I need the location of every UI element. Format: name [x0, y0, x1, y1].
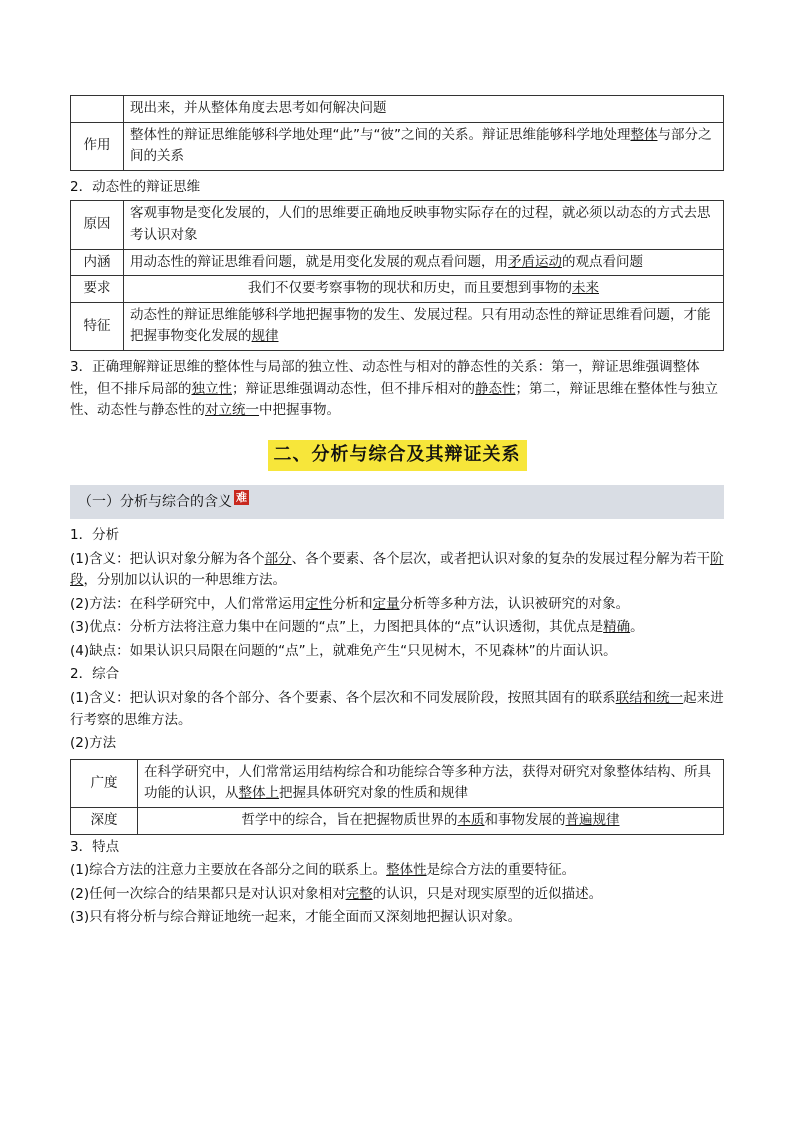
analysis-advantage [70, 617, 724, 639]
table-key-cell [71, 96, 124, 123]
para-text: ，分别加以认识的一种思维方法。 [83, 572, 286, 589]
table-row [71, 302, 724, 350]
para-text: ；辩证思维强调动态性，但不排斥相对的 [232, 380, 475, 397]
section-title [70, 440, 724, 471]
cell-text: 现出来，并从整体角度去思考如何解决问题 [130, 100, 387, 116]
underlined-term: 本质 [457, 812, 485, 829]
underlined-term: 阶段 [70, 550, 724, 589]
para-text: 。 [630, 619, 644, 636]
cell-text: 与部分之间的关系 [130, 126, 712, 165]
table-value-cell [124, 276, 724, 303]
underlined-term: 普遍规律 [565, 812, 620, 829]
heading-features: 3．特点 [70, 838, 120, 855]
heading-analysis: 1．分析 [70, 526, 120, 543]
synthesis-meaning [70, 688, 724, 731]
subsection-bar [70, 485, 724, 519]
para-text: 分析等多种方法，认识被研究的对象。 [399, 595, 630, 612]
underlined-term: 定性 [305, 595, 333, 612]
heading-synthesis: 2．综合 [70, 666, 120, 683]
paragraph-relation [70, 357, 724, 422]
para-text: 、各个要素、各个层次，或者把认识对象的复杂的发展过程分解为若干 [291, 550, 711, 567]
table-value-cell: 客观事物是变化发展的，人们的思维要正确地反映事物实际存在的过程，就必须以动态的方式去思考认识对象 [124, 201, 724, 249]
underlined-term: 完整 [345, 885, 373, 902]
table-key-cell: 要求 [71, 276, 124, 303]
underlined-term: 未来 [572, 280, 599, 297]
table-row [71, 276, 724, 303]
document-page [70, 95, 724, 931]
feature-2 [70, 884, 724, 906]
feature-3: (3)只有将分析与综合辩证地统一起来，才能全面而又深刻地把握认识对象。 [70, 909, 522, 926]
section-title-text: 二、分析与综合及其辩证关系 [268, 440, 527, 471]
cell-text: 整体性的辩证思维能够科学地处理“此”与“彼”之间的关系。辩证思维能够科学地处理 [130, 126, 631, 143]
table-value-cell [138, 808, 724, 835]
synthesis-method: (2)方法 [70, 735, 117, 752]
para-text: ；第二，辩证思维在整体性与独立性、动态性与静态性的 [70, 380, 718, 419]
underlined-term: 精确 [603, 619, 631, 636]
cell-text: 哲学中的综合，旨在把握物质世界的 [241, 812, 458, 829]
para-text: (1)含义：把认识对象分解为各个 [70, 550, 265, 567]
cell-text: 动态性的辩证思维能够科学地把握事物的发生、发展过程。只有用动态性的辩证思维看问题，才能把握事物变化发展的 [130, 306, 711, 345]
underlined-term: 静态性 [475, 380, 516, 397]
table-key-cell: 特征 [71, 302, 124, 350]
cell-text: 把握具体研究对象的性质和规律 [279, 785, 468, 802]
cell-text: 在科学研究中，人们常常运用结构综合和功能综合等多种方法，获得对研究对象整体结构、所具功能的认识，从 [144, 763, 711, 802]
cell-text: 和事物发展的 [484, 812, 566, 829]
table-value-cell [124, 96, 724, 123]
underlined-term: 矛盾运动 [508, 253, 562, 270]
para-text: 中把握事物。 [259, 402, 340, 419]
heading-dynamic: 2．动态性的辩证思维 [70, 178, 201, 195]
para-text: (2)任何一次综合的结果都只是对认识对象相对 [70, 885, 346, 902]
table-value-cell [124, 302, 724, 350]
para-text: 分析和 [332, 595, 373, 612]
table-row [71, 759, 724, 807]
underlined-term: 整体性 [386, 862, 427, 879]
analysis-method [70, 594, 724, 616]
cell-text: 用动态性的辩证思维看问题，就是用变化发展的观点看问题，用 [130, 253, 508, 270]
table-row [71, 96, 724, 123]
feature-1 [70, 860, 724, 882]
cell-text: 我们不仅要考察事物的现状和历史，而且要想到事物的 [248, 280, 572, 297]
table-key-cell: 原因 [71, 201, 124, 249]
subsection-title: （一）分析与综合的含义 [78, 493, 232, 510]
table-key-cell: 内涵 [71, 249, 124, 276]
table-holistic [70, 95, 724, 171]
table-row [71, 201, 724, 249]
analysis-disadvantage: (4)缺点：如果认识只局限在问题的“点”上，就难免产生“只见树木，不见森林”的片面认识。 [70, 642, 617, 659]
para-text: (3)优点：分析方法将注意力集中在问题的“点”上，力图把具体的“点”认识透彻，其优点是 [70, 619, 604, 636]
table-row [71, 122, 724, 170]
para-text: 起来进行考察的思维方法。 [70, 690, 724, 728]
table-key-cell: 深度 [71, 808, 138, 835]
underlined-term: 规律 [251, 328, 279, 345]
difficulty-badge: 难 [236, 491, 247, 505]
table-dynamic [70, 200, 724, 351]
analysis-meaning [70, 549, 724, 592]
table-key-cell: 作用 [71, 122, 124, 170]
table-synthesis [70, 759, 724, 835]
underlined-term: 整体 [630, 126, 658, 143]
para-text: (1)综合方法的注意力主要放在各部分之间的联系上。 [70, 862, 387, 879]
underlined-term: 定量 [372, 595, 400, 612]
underlined-term: 独立性 [191, 380, 232, 397]
underlined-term: 部分 [264, 550, 292, 567]
para-text: 是综合方法的重要特征。 [426, 862, 576, 879]
underlined-term: 对立统一 [205, 402, 259, 419]
underlined-term: 联结和统一 [615, 690, 684, 707]
underlined-term: 整体上 [238, 785, 279, 802]
para-text: 的认识，只是对现实原型的近似描述。 [372, 885, 603, 902]
table-row [71, 808, 724, 835]
para-text: 3．正确理解辩证思维的整体性与局部的独立性、动态性与相对的静态性的关系：第一，辩证思维强调整体性，但不排斥局部的 [70, 358, 700, 397]
cell-text: 的观点看问题 [562, 253, 643, 270]
table-value-cell [124, 122, 724, 170]
table-value-cell [138, 759, 724, 807]
table-key-cell: 广度 [71, 759, 138, 807]
para-text: (1)含义：把认识对象的各个部分、各个要素、各个层次和不同发展阶段，按照其固有的联系 [70, 690, 616, 707]
table-value-cell [124, 249, 724, 276]
para-text: (2)方法：在科学研究中，人们常常运用 [70, 595, 306, 612]
table-row [71, 249, 724, 276]
